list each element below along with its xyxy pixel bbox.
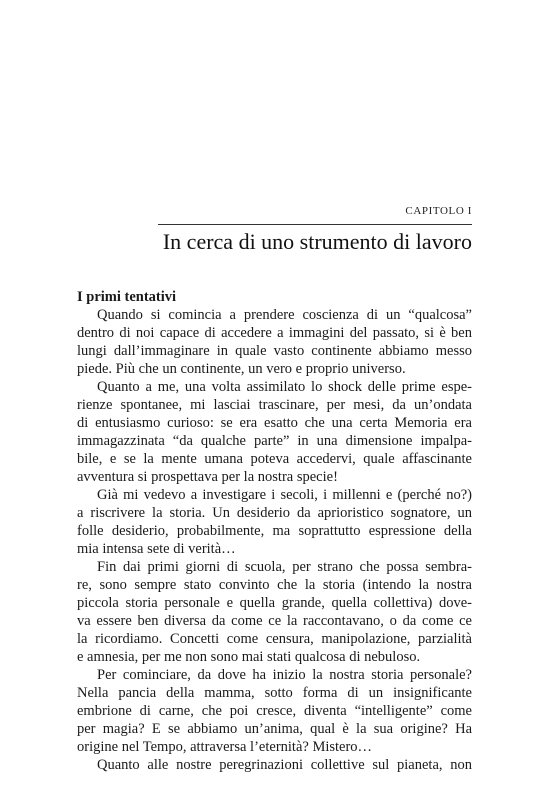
text-line: avventura si prospettava per la nostra specie! [77, 469, 338, 485]
text-line: va essere ben diversa da come ce la raccontavano, o da come ce [77, 613, 472, 629]
paragraph [77, 666, 472, 756]
text-line: di entusiasmo curioso: se era esatto che una certa Memoria era [77, 415, 472, 431]
paragraph [77, 306, 472, 378]
paragraph [77, 486, 472, 558]
paragraph [77, 756, 472, 774]
text-line: mia intensa sete di verità… [77, 541, 236, 557]
chapter-divider [158, 224, 472, 225]
text-line: immagazzinata “da qualche parte” in una dimensione impalpa- [77, 433, 472, 449]
chapter-label: CAPITOLO I [405, 205, 472, 217]
text-line: re, sono sempre stato convinto che la storia (intendo la nostra [77, 577, 472, 593]
text-line: rienze spontanee, mi lasciai trascinare, per mesi, da un’ondata [77, 397, 472, 413]
chapter-title: In cerca di uno strumento di lavoro [162, 229, 472, 254]
paragraph [77, 378, 472, 486]
text-line: a riscrivere la storia. Un desiderio da aprioristico sognatore, un [77, 505, 472, 521]
text-line: origine nel Tempo, attraversa l’eternità? Mistero… [77, 739, 373, 755]
text-line: Fin dai primi giorni di scuola, per strano che possa sembra- [97, 559, 472, 575]
text-line: piede. Più che un continente, un vero e proprio universo. [77, 361, 406, 377]
text-line: e amnesia, per me non sono mai stati qualcosa di nebuloso. [77, 649, 421, 665]
text-line: bile, e se la mente umana poteva accedervi, quale affascinante [77, 451, 472, 467]
paragraphs [77, 306, 472, 774]
text-line: embrione di carne, che poi cresce, diventa “intelligente” come [77, 703, 472, 719]
text-line: per magia? E se abbiamo un’anima, qual è la sua origine? Ha [77, 721, 472, 737]
text-line: piccola storia personale e quella grande, quella collettiva) dove- [77, 595, 472, 611]
text-line: Per cominciare, da dove ha inizio la nostra storia personale? [97, 667, 472, 683]
text-line: lungi dall’immaginare in quale vasto continente abbiamo messo [77, 343, 472, 359]
text-line: folle desiderio, probabilmente, ma soprattutto espressione della [77, 523, 472, 539]
text-line: Nella pancia della mamma, sotto forma di un insignificante [77, 685, 472, 701]
text-line: Quando si comincia a prendere coscienza di un “qualcosa” [97, 307, 472, 323]
section-heading: I primi tentativi [77, 289, 177, 305]
text-line: Quanto a me, una volta assimilato lo shock delle prime espe- [97, 379, 472, 395]
body-text [77, 288, 472, 774]
paragraph [77, 558, 472, 666]
text-line: Già mi vedevo a investigare i secoli, i millenni e (perché no?) [97, 487, 472, 503]
text-line: dentro di noi capace di accedere a immagini del passato, si è ben [77, 325, 472, 341]
text-line: la ricordiamo. Concetti come censura, manipolazione, parzialità [77, 631, 472, 647]
text-line: Quanto alle nostre peregrinazioni collettive sul pianeta, non [97, 757, 472, 773]
